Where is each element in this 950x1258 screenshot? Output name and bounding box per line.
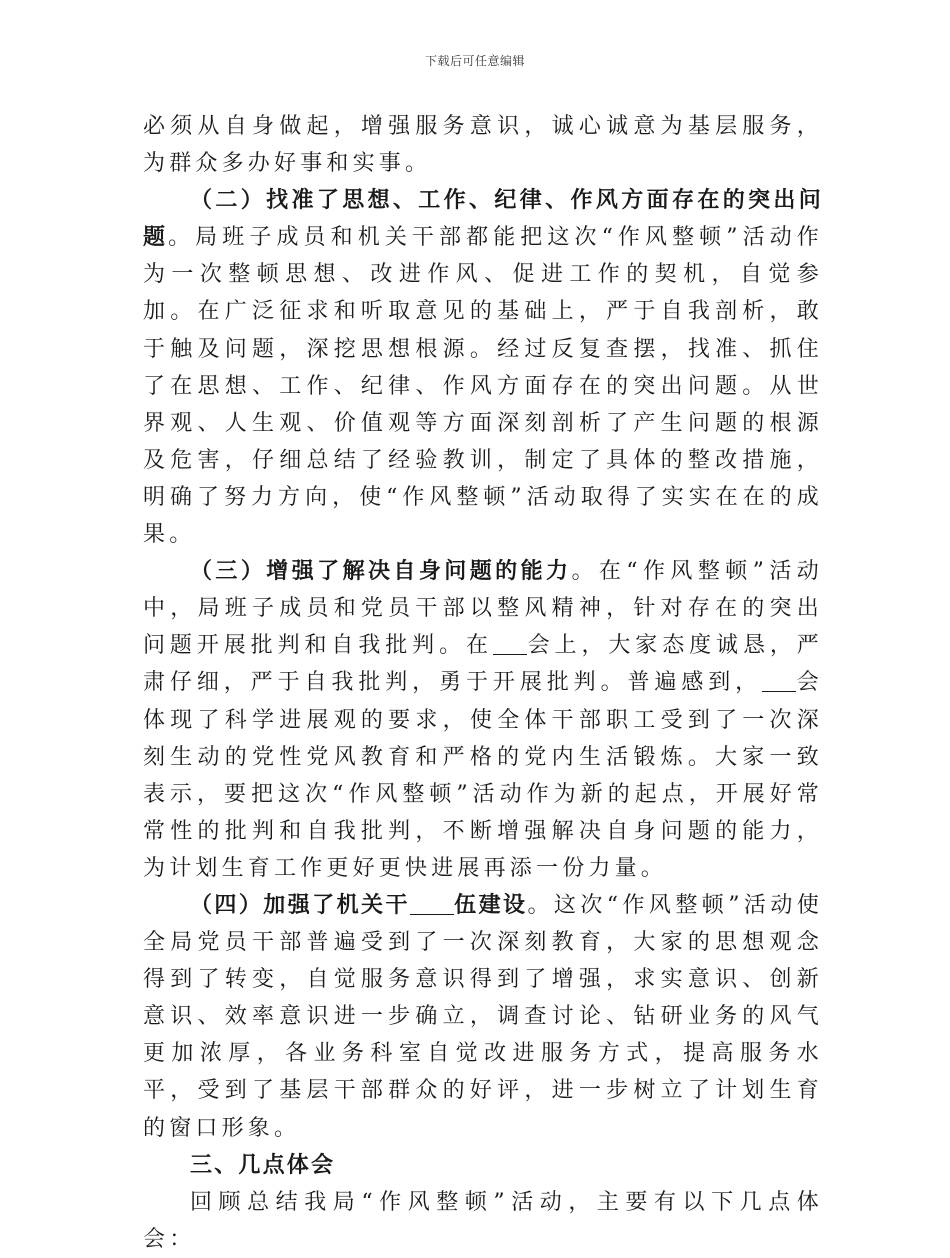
paragraph-section-four [143, 887, 823, 1147]
paragraph-review: 回顾总结我局“作风整顿”活动，主要有以下几点体会： [143, 1189, 823, 1252]
section-two-lead: （二）找准了思想、工作、纪律、作风方面存在的突出问题 [143, 187, 823, 251]
paragraph-section-two [143, 182, 823, 553]
section-four-body: 。这次“作风整顿”活动使全局党员干部普遍受到了一次深刻教育，大家的思想观念得到了转变，自觉服务意识得到了增强，求实意识、创新意识、效率意识进一步确立，调查讨论、钻研业务的风气更加浓厚，各业务科室自觉改进服务方式，提高服务水平，受到了基层干部群众的好评，进一步树立了计划生育的窗口形象。 [143, 892, 823, 1141]
blank-underline [762, 669, 796, 692]
blank-underline [410, 892, 454, 915]
section-three-lead: （三）增强了解决自身问题的能力 [190, 558, 572, 585]
section-heading-three: 三、几点体会 [190, 1151, 336, 1178]
section-three-body-c: 会体现了科学进展观的要求，使全体干部职工受到了一次深刻生动的党性党风教育和严格的党内生活锻炼。大家一致表示，要把这次“作风整顿”活动作为新的起点，开展好常常性的批判和自我批判，不断增强解决自身问题的能力，为计划生育工作更好更快进展再添一份力量。 [143, 670, 823, 881]
paragraph-section-three [143, 553, 823, 887]
blank-underline [493, 632, 527, 655]
section-four-lead-a: （四）加强了机关干 [190, 891, 410, 918]
section-three-body-b: 会上，大家态度诚恳，严肃仔细，严于自我批判，勇于开展批判。普遍感到， [143, 633, 824, 696]
paragraph-continuation: 必须从自身做起，增强服务意识，诚心诚意为基层服务，为群众多办好事和实事。 [143, 114, 823, 177]
document-body [143, 108, 823, 1258]
page-header: 下载后可任意编辑 [424, 54, 525, 68]
section-three-body-a: 。在“作风整顿”活动中，局班子成员和党员干部以整风精神，针对存在的突出问题开展批判和自我批判。在 [143, 559, 823, 659]
section-two-body: 。局班子成员和机关干部都能把这次“作风整顿”活动作为一次整顿思想、改进作风、促进工作的契机，自觉参加。在广泛征求和听取意见的基础上，严于自我剖析，敢于触及问题，深挖思想根源。经过反复查摆，找准、抓住了在思想、工作、纪律、作风方面存在的突出问题。从世界观、人生观、价值观等方面深刻剖析了产生问题的根源及危害，仔细总结了经验教训，制定了具体的整改措施，明确了努力方向，使“作风整顿”活动取得了实实在在的成果。 [143, 225, 823, 548]
section-four-lead-b: 伍建设 [453, 891, 528, 918]
